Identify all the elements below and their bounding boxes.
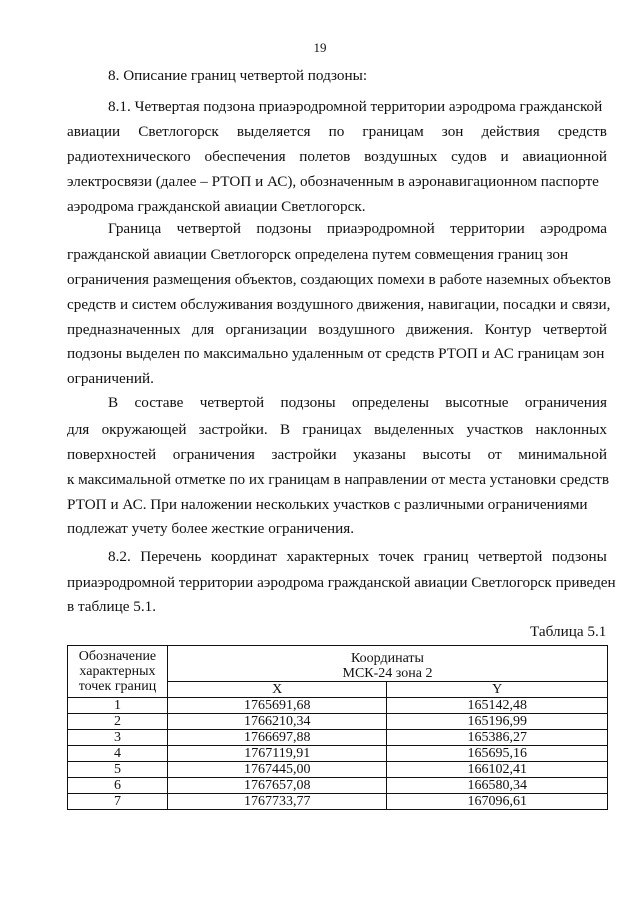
word: составе <box>134 394 184 411</box>
para2-line3: ограничения размещения объектов, создающих помехи в работе наземных объектов <box>67 271 611 288</box>
word: Граница <box>108 220 162 237</box>
para4-line3: в таблице 5.1. <box>67 598 157 615</box>
word: 8.2. <box>108 548 131 565</box>
word: для <box>67 421 90 438</box>
word: выделенных <box>373 421 455 438</box>
y-value: 165196,99 <box>387 714 608 730</box>
word: средств <box>557 123 607 140</box>
y-value: 166102,41 <box>387 762 608 778</box>
table-row <box>68 730 608 746</box>
word: застройки. <box>198 421 268 438</box>
table-row <box>68 794 608 810</box>
header-point-cell <box>68 646 168 698</box>
point-number: 1 <box>68 698 168 714</box>
header-coords-line: Координаты <box>351 651 424 666</box>
word: границах <box>302 421 362 438</box>
word: минимальной <box>518 446 607 463</box>
word: четвертой <box>199 394 265 411</box>
word: Светлогорск <box>138 123 219 140</box>
x-value: 1766210,34 <box>167 714 387 730</box>
word: радиотехнического <box>67 148 191 165</box>
word: застройки <box>271 446 337 463</box>
word: характерных <box>286 548 370 565</box>
word: четвертой <box>477 548 543 565</box>
table-row <box>68 714 608 730</box>
word: территории <box>450 220 525 237</box>
x-value: 1767445,00 <box>167 762 387 778</box>
x-value: 1767733,77 <box>167 794 387 810</box>
word: поверхностей <box>67 446 157 463</box>
word: судов <box>451 148 487 165</box>
y-value: 167096,61 <box>387 794 608 810</box>
word: подзоны <box>280 394 336 411</box>
word: зон <box>441 123 464 140</box>
word: обеспечения <box>204 148 286 165</box>
table-caption: Таблица 5.1 <box>530 623 607 640</box>
para1-line1: 8.1. Четвертая подзона приаэродромной территории аэродрома гражданской <box>108 98 603 115</box>
word: Перечень <box>140 548 202 565</box>
word: В <box>279 421 291 438</box>
para3-line6: подлежат учету более жесткие ограничения. <box>67 520 355 537</box>
para2-line2: гражданской авиации Светлогорск определена путем совмещения границ зон <box>67 246 569 263</box>
word: участков <box>466 421 524 438</box>
point-number: 7 <box>68 794 168 810</box>
word: точек <box>378 548 414 565</box>
word: границам <box>362 123 424 140</box>
x-value: 1766697,88 <box>167 730 387 746</box>
word: организации <box>225 321 307 338</box>
header-coords-cell <box>167 646 607 682</box>
word: авиации <box>67 123 121 140</box>
para3-line5: РТОП и АС. При наложении нескольких участков с различными ограничениями <box>67 496 588 513</box>
word: наклонных <box>535 421 607 438</box>
table-row <box>68 778 608 794</box>
header-point-line: точек границ <box>78 679 157 694</box>
word: высоты <box>422 446 471 463</box>
para3-line2 <box>67 420 607 439</box>
word: приаэродромной <box>326 220 435 237</box>
section-heading: 8. Описание границ четвертой подзоны: <box>108 67 368 84</box>
para2-line5 <box>67 320 607 339</box>
word: В <box>108 394 119 411</box>
word: подзоны <box>551 548 607 565</box>
para2-line4: средств и систем обслуживания воздушного движения, навигации, посадки и связи, <box>67 296 611 313</box>
point-number: 6 <box>68 778 168 794</box>
para3-line3 <box>67 445 607 464</box>
header-y: Y <box>387 682 608 698</box>
para2-line1 <box>108 219 607 238</box>
word: ограничения <box>524 394 607 411</box>
para2-line7: ограничений. <box>67 370 154 387</box>
header-coords-line: МСК-24 зона 2 <box>342 666 433 681</box>
para3-line1 <box>108 393 607 412</box>
para3-line4: к максимальной отметке по их границам в направлении от места установки средств <box>67 471 609 488</box>
para4-line2: приаэродромной территории аэродрома гражданской авиации Светлогорск приведен <box>67 574 616 591</box>
x-value: 1765691,68 <box>167 698 387 714</box>
word: предназначенных <box>67 321 181 338</box>
word: окружающей <box>101 421 187 438</box>
para1-line2 <box>67 122 607 141</box>
word: четвертой <box>176 220 242 237</box>
para1-line3 <box>67 147 607 166</box>
header-point-line: характерных <box>79 664 156 679</box>
word: действия <box>481 123 540 140</box>
word: и <box>500 148 509 165</box>
para4-line1 <box>108 547 607 566</box>
table-row <box>68 746 608 762</box>
y-value: 166580,34 <box>387 778 608 794</box>
word: авиационной <box>522 148 607 165</box>
point-number: 4 <box>68 746 168 762</box>
y-value: 165142,48 <box>387 698 608 714</box>
x-value: 1767657,08 <box>167 778 387 794</box>
word: воздушных <box>364 148 438 165</box>
y-value: 165695,16 <box>387 746 608 762</box>
table-row <box>68 762 608 778</box>
table-row <box>68 698 608 714</box>
word: границ <box>423 548 469 565</box>
word: Контур <box>484 321 532 338</box>
word: координат <box>210 548 278 565</box>
x-value: 1767119,91 <box>167 746 387 762</box>
page-number: 19 <box>313 40 327 55</box>
para2-line6: подзоны выделен по максимально удаленным от средств РТОП и АС границам зон <box>67 345 605 362</box>
word: полетов <box>299 148 351 165</box>
word: движения. <box>406 321 474 338</box>
word: высотные <box>445 394 509 411</box>
point-number: 3 <box>68 730 168 746</box>
header-point-line: Обозначение <box>78 649 157 664</box>
word: определены <box>351 394 429 411</box>
para1-line4: электросвязи (далее – РТОП и АС), обозначенным в аэронавигационном паспорте <box>67 173 599 190</box>
word: для <box>191 321 215 338</box>
word: аэродрома <box>540 220 607 237</box>
point-number: 2 <box>68 714 168 730</box>
y-value: 165386,27 <box>387 730 608 746</box>
word: воздушного <box>318 321 395 338</box>
coordinates-table <box>67 645 608 810</box>
header-x: X <box>167 682 387 698</box>
para1-line5: аэродрома гражданской авиации Светлогорск. <box>67 198 366 215</box>
word: ограничения <box>172 446 255 463</box>
word: по <box>328 123 345 140</box>
table-header-row <box>68 646 608 682</box>
word: указаны <box>353 446 406 463</box>
word: подзоны <box>256 220 312 237</box>
word: четвертой <box>542 321 607 338</box>
point-number: 5 <box>68 762 168 778</box>
word: от <box>487 446 502 463</box>
word: выделяется <box>236 123 311 140</box>
